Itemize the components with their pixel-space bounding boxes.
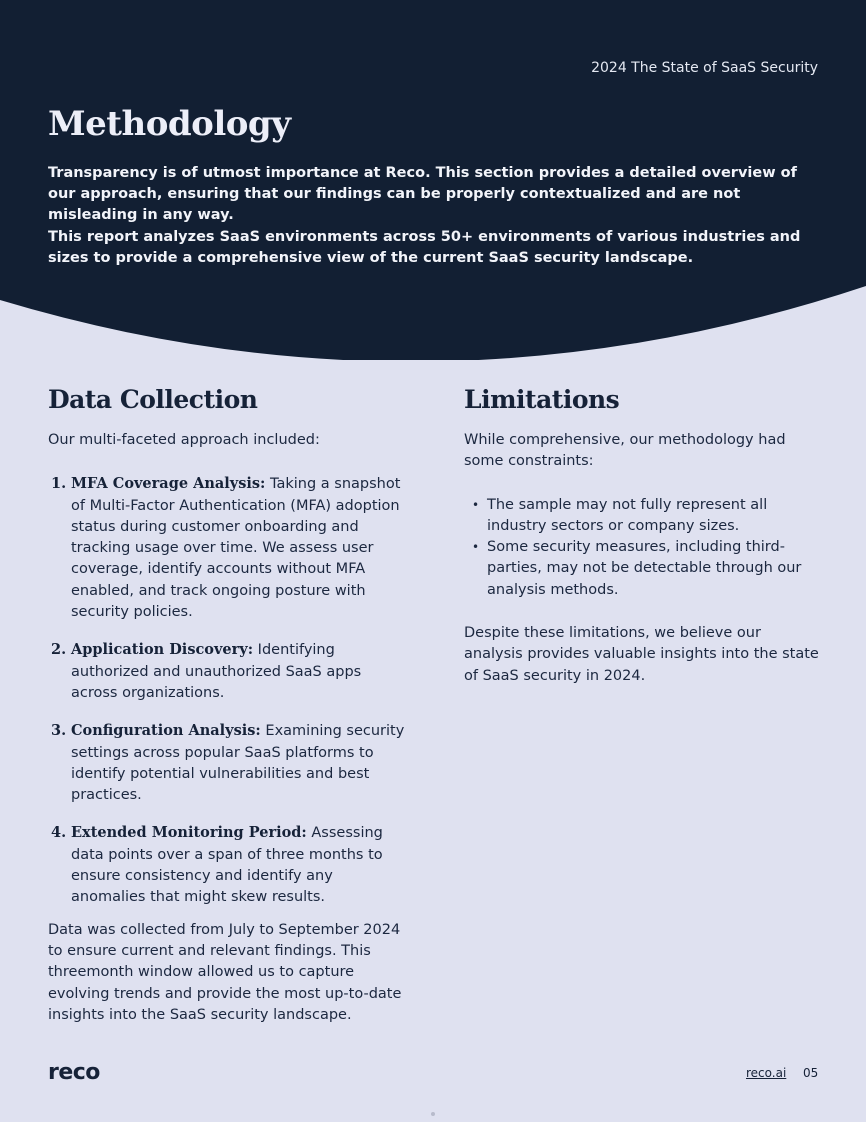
bullet-text: The sample may not fully represent all industry sectors or company sizes. xyxy=(487,496,768,534)
list-text: Taking a snapshot of Multi-Factor Authentication (MFA) adoption status during customer onboarding and tracking usage over time. We assess user coverage, identify accounts without MFA enabled, and track ongoing posture with security policies. xyxy=(71,476,401,621)
reco-logo: reco xyxy=(48,1060,100,1085)
list-term: MFA Coverage Analysis: xyxy=(71,475,266,493)
list-text: Identifying authorized and unauthorized SaaS apps across organizations. xyxy=(71,642,362,701)
list-term: Configuration Analysis: xyxy=(71,722,261,740)
bullet-item xyxy=(464,495,824,538)
limitations-section xyxy=(464,382,824,687)
intro-paragraph: Transparency is of utmost importance at Reco. This section provides a detailed overview of our approach, ensuring that our findings can be properly contextualized and are not misleading in any way. xyxy=(48,165,797,223)
list-number: 4. xyxy=(51,824,67,842)
limitations-heading: Limitations xyxy=(464,385,620,414)
list-item xyxy=(48,822,408,908)
list-text: Examining security settings across popular SaaS platforms to identify potential vulnerabilities and best practices. xyxy=(71,723,405,804)
bullet-text: Some security measures, including third-parties, may not be detectable through our analysis methods. xyxy=(487,539,802,598)
data-collection-heading: Data Collection xyxy=(48,385,258,414)
data-collection-section xyxy=(48,382,408,1026)
bullet-dot-icon: • xyxy=(472,540,480,555)
list-number: 2. xyxy=(51,641,67,659)
data-collection-closing: Data was collected from July to September 2024 to ensure current and relevant findings. This threemonth window allowed us to capture evolving trends and provide the most up-to-date insights into the SaaS security landscape. xyxy=(48,921,402,1023)
limitations-closing: Despite these limitations, we believe our analysis provides valuable insights into the state of SaaS security in 2024. xyxy=(464,625,819,684)
bullet-dot-icon: • xyxy=(472,497,480,512)
bullet-item xyxy=(464,537,824,601)
limitations-lead: While comprehensive, our methodology had some constraints: xyxy=(464,432,786,470)
list-term: Application Discovery: xyxy=(71,641,254,659)
page-indicator-dot xyxy=(431,1112,435,1116)
list-item xyxy=(48,720,408,806)
list-term: Extended Monitoring Period: xyxy=(71,824,307,842)
intro-paragraph-scope: This report analyzes SaaS environments across 50+ environments of various industries and sizes to provide a comprehensive view of the current SaaS security landscape. xyxy=(48,229,801,266)
list-item xyxy=(48,473,408,623)
list-text: Assessing data points over a span of three months to ensure consistency and identify any anomalies that might skew results. xyxy=(71,825,383,906)
limitations-list xyxy=(464,495,824,601)
page-number: 05 xyxy=(803,1066,819,1080)
list-number: 1. xyxy=(51,475,67,493)
list-number: 3. xyxy=(51,722,67,740)
list-item xyxy=(48,639,408,704)
data-collection-lead: Our multi-faceted approach included: xyxy=(48,432,320,448)
method-list xyxy=(48,473,408,908)
report-title-label: 2024 The State of SaaS Security xyxy=(591,60,818,76)
page-title: Methodology xyxy=(48,104,291,144)
website-link[interactable]: reco.ai xyxy=(746,1066,787,1080)
